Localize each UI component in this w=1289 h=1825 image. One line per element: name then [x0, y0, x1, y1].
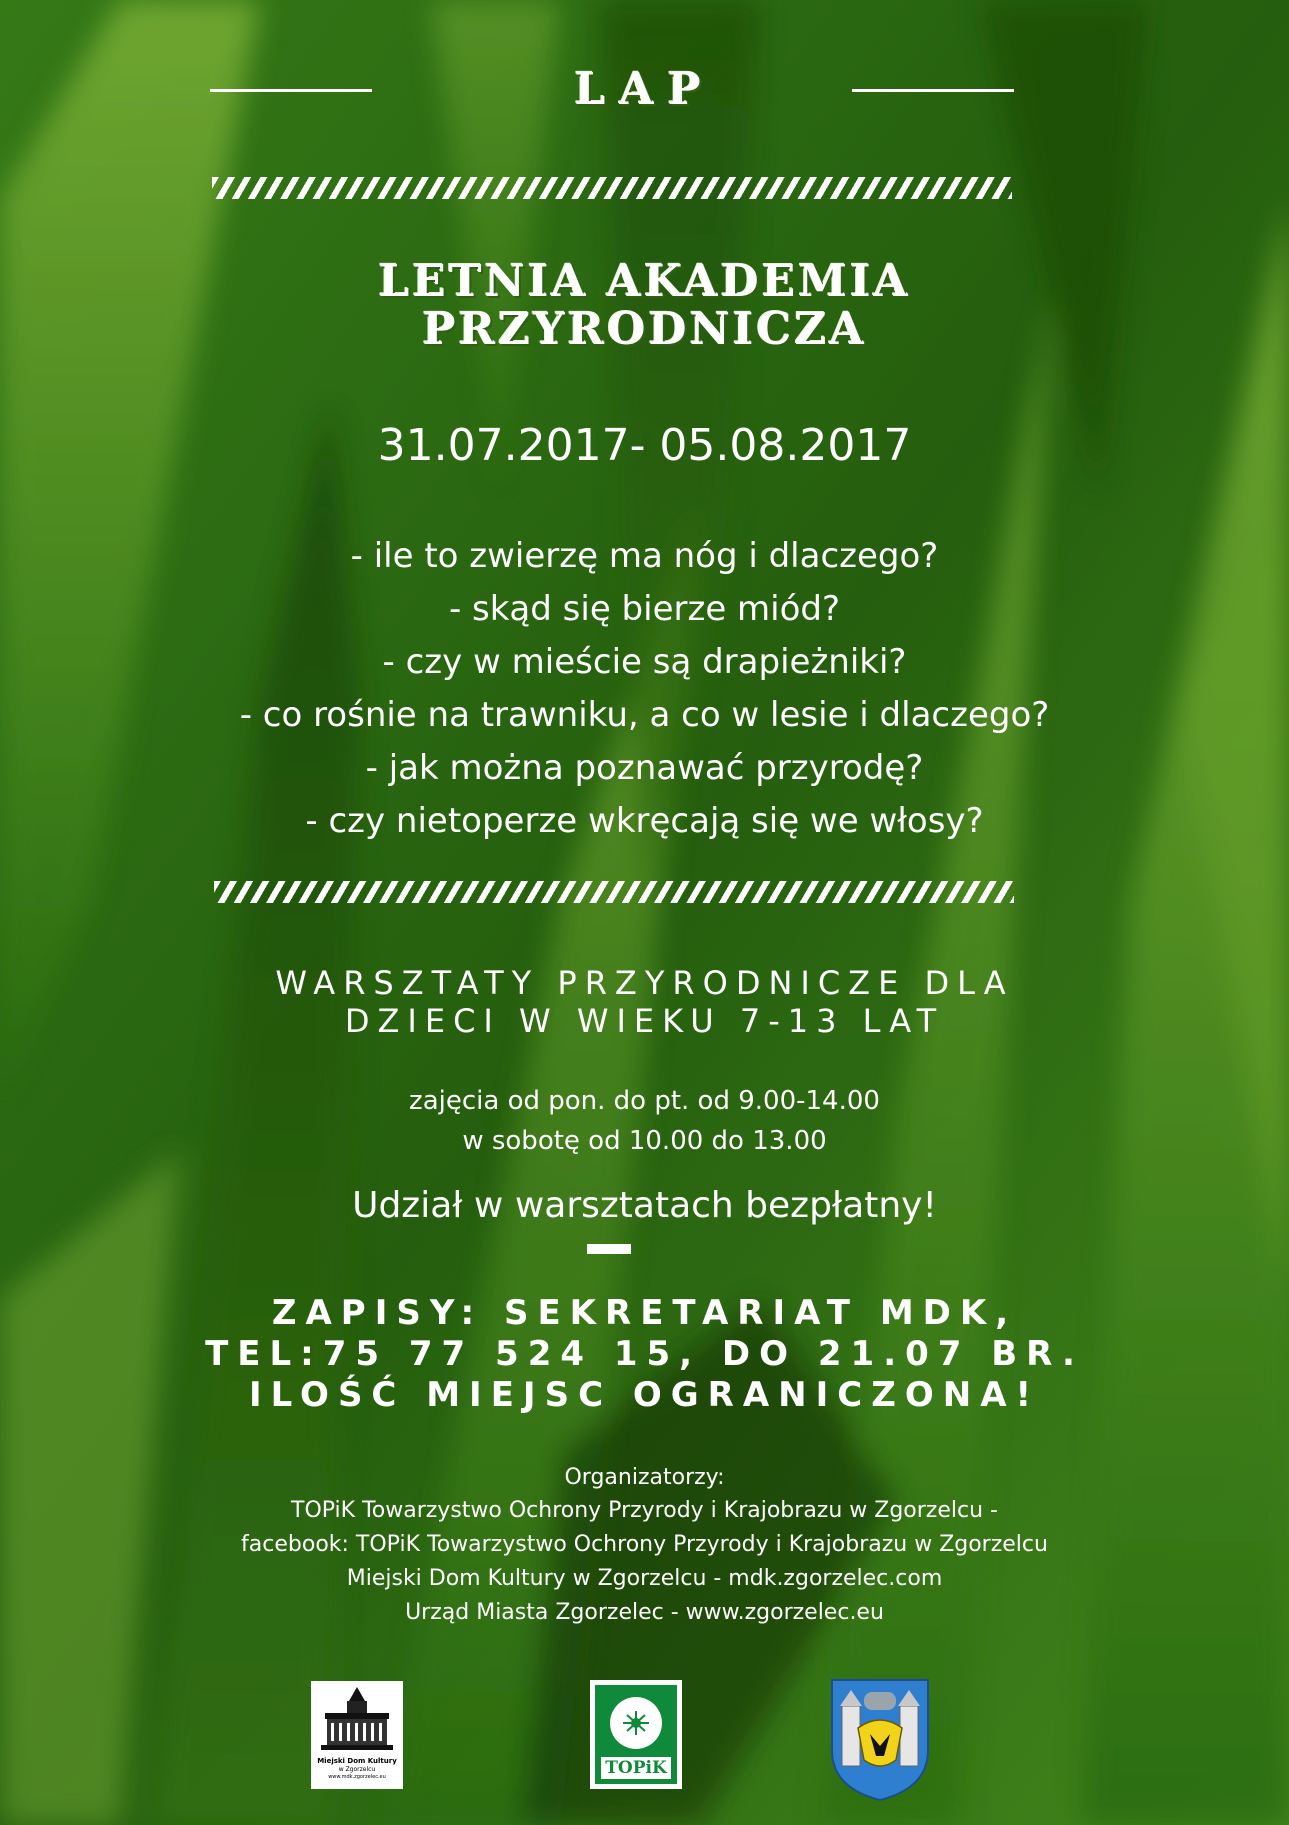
mdk-logo-url: www.mdk.zgorzelec.eu — [328, 1774, 386, 1780]
workshops-heading — [0, 964, 1289, 1040]
free-admission: Udział w warsztatach bezpłatny! — [352, 1185, 937, 1226]
stripe-divider-bottom — [214, 881, 1014, 903]
workshops-line1: WARSZTATY PRZYRODNICZE DLA — [275, 964, 1014, 1002]
event-title-line1: LETNIA AKADEMIA — [378, 256, 911, 307]
topik-logo — [590, 1680, 682, 1789]
registration-line3: ILOŚĆ MIEJSC OGRANICZONA! — [248, 1375, 1041, 1415]
organizer-line: facebook: TOPiK Towarzystwo Ochrony Przyrody i Krajobrazu w Zgorzelcu — [241, 1532, 1048, 1557]
stripe-divider-top — [212, 177, 1012, 199]
question-item: - ile to zwierzę ma nóg i dlaczego? — [350, 536, 939, 576]
zgorzelec-crest — [828, 1676, 932, 1803]
event-dates: 31.07.2017- 05.08.2017 — [377, 420, 912, 471]
question-item: - czy w mieście są drapieżniki? — [382, 642, 907, 682]
question-item: - skąd się bierze miód? — [448, 589, 841, 629]
registration-info — [0, 1293, 1289, 1416]
schedule-saturday: w sobotę od 10.00 do 13.00 — [462, 1126, 827, 1156]
schedule-weekdays: zajęcia od pon. do pt. od 9.00-14.00 — [409, 1086, 880, 1116]
mdk-building-icon — [311, 1681, 403, 1753]
header-abbreviation: LAP — [574, 64, 715, 115]
mdk-logo-name: Miejski Dom Kultury — [317, 1757, 397, 1765]
organizer-line: Miejski Dom Kultury w Zgorzelcu - mdk.zgorzelec.com — [346, 1566, 943, 1591]
organizer-line: TOPiK Towarzystwo Ochrony Przyrody i Krajobrazu w Zgorzelcu - — [291, 1498, 998, 1523]
organizers-heading: Organizatorzy: — [564, 1465, 725, 1490]
mdk-logo-city: w Zgorzelcu — [338, 1766, 376, 1773]
organizer-line: Urząd Miasta Zgorzelec - www.zgorzelec.eu — [405, 1600, 884, 1625]
city-crest-icon — [828, 1676, 932, 1803]
mdk-logo — [311, 1681, 403, 1789]
event-title — [0, 258, 1289, 354]
registration-line2: TEL:75 77 524 15, DO 21.07 BR. — [205, 1334, 1084, 1374]
registration-line1: ZAPISY: SEKRETARIAT MDK, — [271, 1293, 1018, 1333]
event-title-line2: PRZYRODNICZA — [422, 304, 867, 355]
spider-web-icon — [595, 1685, 677, 1757]
question-item: - czy nietoperze wkręcają się we włosy? — [305, 801, 984, 841]
short-divider — [587, 1244, 631, 1254]
workshops-line2: DZIECI W WIEKU 7-13 LAT — [344, 1002, 945, 1040]
topik-logo-label: TOPiK — [601, 1757, 671, 1779]
question-item: - jak można poznawać przyrodę? — [365, 748, 924, 788]
question-item: - co rośnie na trawniku, a co w lesie i dlaczego? — [239, 695, 1050, 735]
